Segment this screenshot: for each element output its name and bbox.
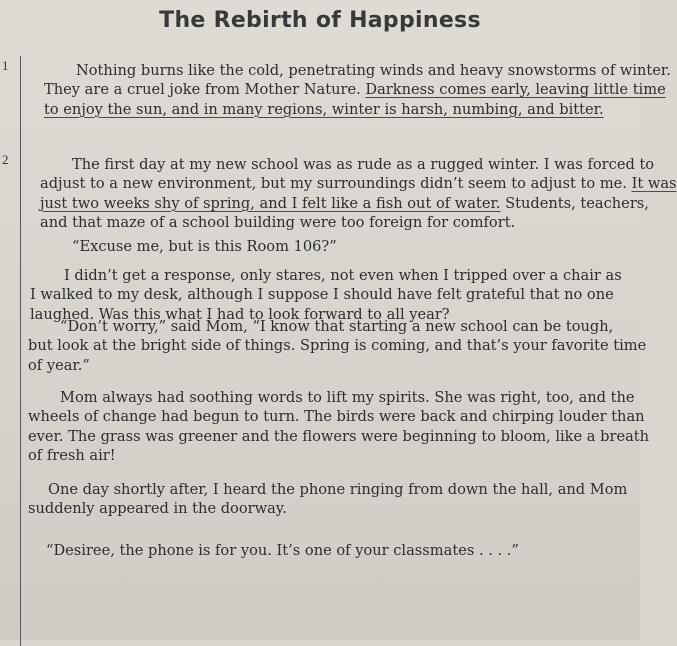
text-segment: Nothing burns like the cold, penetrating winds and heavy snowstorms of winter.	[76, 62, 671, 79]
page-title: The Rebirth of Happiness	[159, 8, 481, 33]
text-line	[28, 213, 638, 232]
text-segment: adjust to a new environment, but my surroundings didn’t seem to adjust to me.	[40, 175, 632, 193]
text-segment: I walked to my desk, although I suppose I should have felt grateful that no one	[30, 286, 614, 304]
text-segment: ever. The grass was greener and the flowers were beginning to bloom, like a breath	[28, 427, 650, 445]
text-segment: laughed. Was this what I had to look forward to all year?	[30, 305, 450, 323]
text-segment: of year.”	[28, 356, 90, 374]
paragraph-6	[28, 388, 650, 465]
text-segment: Mom always had soothing words to lift my spirits. She was right, too, and the	[60, 389, 635, 406]
paragraph-4	[28, 266, 638, 324]
text-segment: Students, teachers,	[500, 194, 649, 212]
paragraph-7	[28, 480, 638, 519]
text-line	[28, 388, 638, 407]
text-line	[28, 499, 638, 518]
text-line	[28, 356, 638, 375]
text-line	[28, 237, 638, 256]
text-line	[28, 100, 638, 119]
underlined-text: It was	[631, 175, 677, 193]
paragraph-2	[28, 155, 677, 232]
text-segment: “Excuse me, but is this Room 106?”	[72, 238, 337, 255]
text-segment: of fresh air!	[28, 446, 116, 464]
text-segment: I didn’t get a response, only stares, not even when I tripped over a chair as	[64, 267, 622, 284]
text-line	[28, 194, 649, 213]
text-line	[28, 285, 638, 304]
text-segment: and that maze of a school building were too foreign for comfort.	[40, 213, 516, 231]
text-line	[28, 336, 647, 355]
paragraph-5	[28, 317, 647, 375]
underlined-text: to enjoy the sun, and in many regions, winter is harsh, numbing, and bitter.	[44, 100, 604, 118]
text-line	[28, 541, 638, 560]
margin-rule	[20, 56, 21, 646]
text-segment: “Desiree, the phone is for you. It’s one of your classmates . . . .”	[46, 542, 519, 559]
paragraph-number-2: 2	[2, 152, 9, 167]
paragraph-number-1: 1	[2, 58, 9, 73]
text-line	[28, 317, 638, 336]
text-segment: They are a cruel joke from Mother Nature.	[44, 81, 366, 99]
paragraph-1	[28, 61, 671, 119]
text-line	[28, 480, 638, 499]
text-line	[28, 61, 671, 80]
text-segment: suddenly appeared in the doorway.	[28, 500, 287, 518]
text-line	[28, 80, 666, 99]
text-line	[28, 266, 638, 285]
text-segment: “Don’t worry,” said Mom, “I know that starting a new school can be tough,	[60, 318, 614, 335]
text-line	[28, 427, 650, 446]
text-segment: The first day at my new school was as rude as a rugged winter. I was forced to	[72, 156, 655, 173]
underlined-text: Darkness comes early, leaving little time	[365, 81, 666, 99]
text-line	[28, 446, 638, 465]
text-line	[28, 155, 655, 174]
text-segment: wheels of change had begun to turn. The birds were back and chirping louder than	[28, 408, 645, 426]
paragraph-8	[28, 541, 638, 560]
underlined-text: just two weeks shy of spring, and I felt like a fish out of water.	[40, 194, 501, 212]
text-segment: but look at the bright side of things. Spring is coming, and that’s your favorite time	[28, 337, 647, 355]
paragraph-3	[28, 237, 638, 256]
text-line	[28, 174, 677, 193]
text-line	[28, 407, 645, 426]
text-segment: One day shortly after, I heard the phone ringing from down the hall, and Mom	[48, 481, 628, 498]
